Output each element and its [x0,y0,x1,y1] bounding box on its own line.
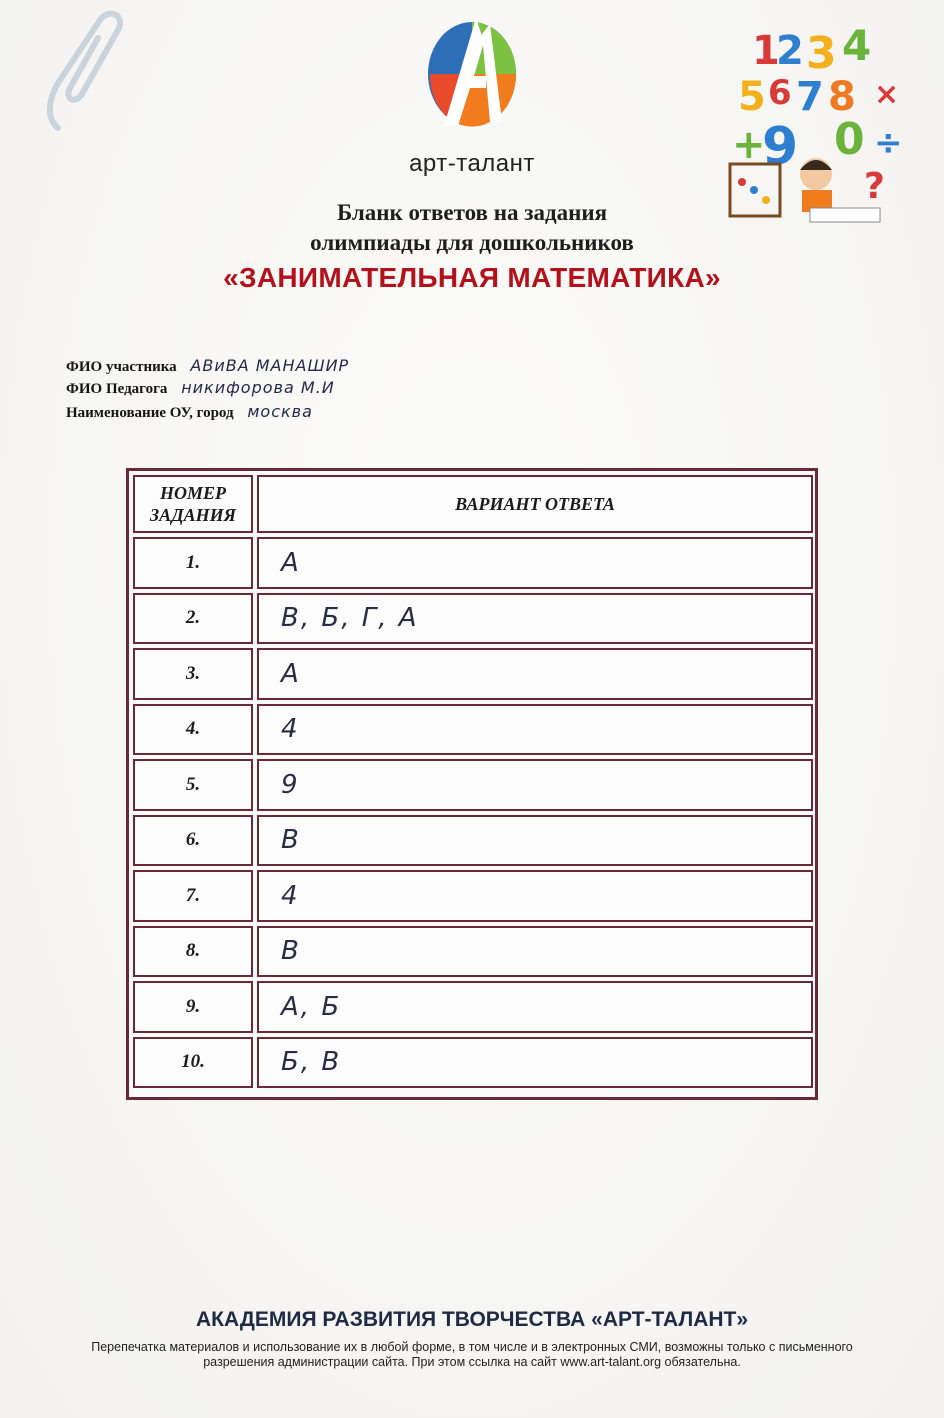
answer-cell: А, Б [257,981,813,1033]
svg-text:+: + [732,122,766,168]
answer-cell: А [257,648,813,700]
school-row [66,402,313,422]
number-column-header [133,475,253,533]
answer-cell: В [257,815,813,867]
participant-row [66,356,349,376]
answer-cell: 4 [257,704,813,756]
svg-text:1: 1 [752,28,780,74]
svg-text:7: 7 [796,74,824,120]
participant-label: ФИО участника [66,359,177,375]
teacher-value: никифорова М.И [181,378,335,397]
math-numbers-illustration-icon [724,14,924,228]
academy-name: АКАДЕМИЯ РАЗВИТИЯ ТВОРЧЕСТВА «АРТ-ТАЛАНТ» [195,1308,749,1331]
answer-cell: В, Б, Г, А [257,593,813,645]
svg-text:0: 0 [834,114,865,165]
teacher-row [66,378,335,398]
task-number-cell: 1. [133,537,253,589]
task-number-cell: 5. [133,759,253,811]
paper-clip-icon [38,8,128,138]
answer-cell: 9 [257,759,813,811]
answer-header-label: ВАРИАНТ ОТВЕТА [455,494,615,514]
svg-text:3: 3 [806,28,837,79]
answer-cell: Б, В [257,1037,813,1089]
school-label: Наименование ОУ, город [66,405,234,421]
copyright-notice: Перепечатка материалов и использование их в любой форме, в том числе и в электронных СМИ, возможны только с письменного разрешения администрации сайта. При этом ссылка на сайт www.art-talant.org обязательна. [91,1340,853,1369]
svg-text:?: ? [864,166,885,207]
task-number-cell: 4. [133,704,253,756]
task-number-cell: 6. [133,815,253,867]
answer-cell: В [257,926,813,978]
task-number-cell: 10. [133,1037,253,1089]
olympiad-title: «ЗАНИМАТЕЛЬНАЯ МАТЕМАТИКА» [223,262,721,293]
task-number-cell: 8. [133,926,253,978]
task-number-cell: 9. [133,981,253,1033]
svg-text:2: 2 [776,28,804,74]
task-number-cell: 7. [133,870,253,922]
answers-table [126,468,818,1100]
answer-cell: А [257,537,813,589]
svg-text:5: 5 [738,74,766,120]
teacher-label: ФИО Педагога [66,381,168,397]
task-number-cell: 3. [133,648,253,700]
brand-name: арт-талант [409,150,535,177]
number-header-line-2: ЗАДАНИЯ [149,505,237,525]
svg-text:6: 6 [768,73,792,113]
school-value: москва [247,402,313,421]
participant-value: АВиВА МАНАШИР [190,356,350,375]
svg-text:4: 4 [842,21,872,70]
header-line-1: Бланк ответов на задания [336,200,608,225]
svg-text:÷: ÷ [874,123,903,163]
svg-text:8: 8 [828,74,856,120]
number-header-line-1: НОМЕР [159,483,226,503]
header-line-2: олимпиады для дошкольников [310,230,634,255]
art-talant-logo-icon [424,14,520,134]
answer-column-header [257,475,813,533]
svg-text:9: 9 [762,117,799,177]
answer-cell: 4 [257,870,813,922]
task-number-cell: 2. [133,593,253,645]
svg-text:×: × [874,77,900,112]
